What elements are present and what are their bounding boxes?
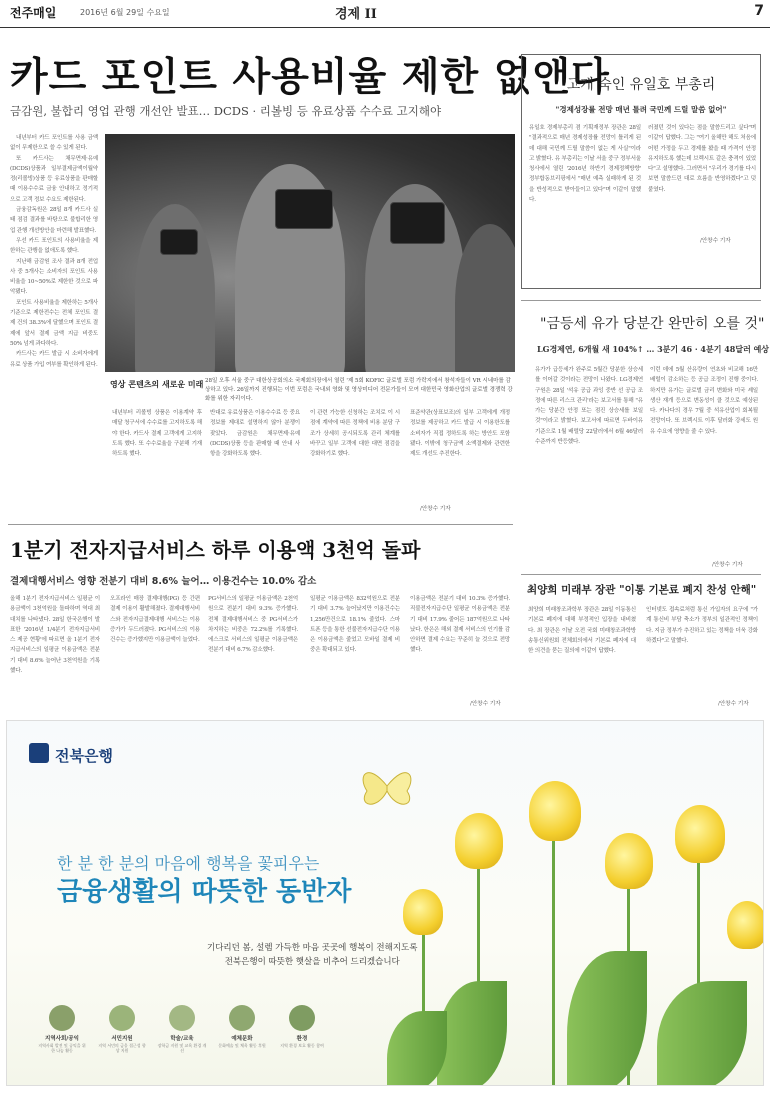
telecom-headline[interactable]: 최양희 미래부 장관 "이통 기본료 폐지 찬성 안해" [527, 584, 757, 596]
lead-column-2: 내년부터 리볼빙 상품은 이용계약 후 매달 청구서에 수수료를 고지하도록 해야 한다. 카드사 결제 고객에게 고지하도록 했다. 또 수수료율을 구분해 기재하도록 했다. [112, 410, 202, 458]
side-box-headline[interactable]: 고개 숙인 유일호 부총리 [566, 77, 716, 93]
tulip-image [455, 813, 503, 869]
section-name: 경제 II [335, 7, 377, 22]
oil-subhead: LG경제연, 6개월 새 104%↑ … 3분기 46 · 4분기 48달러 예상 [537, 344, 770, 354]
ad-body-line: 전북은행이 따뜻한 햇살을 비추어 드리겠습니다 [224, 957, 400, 967]
payment-byline: /안창수 기자 [470, 701, 501, 707]
lead-byline: /안창수 기자 [420, 506, 451, 512]
payment-column-1: 올해 1분기 전자지급서비스 일평균 이용금액이 3천억원을 돌파하며 역대 최대치를 나타냈다. 28일 한국은행이 발표한 '2016년 1/4분기 전자지급서비스 제공 현황'에 따르면 올 1분기 전자지급서비스의 일평균 이용금액은 전분기 대비 8.6% 늘어난 3천억원을 기록했다. [10, 596, 100, 675]
payment-column-4: 일평균 이용금액은 832억원으로 전분기 대비 3.7% 늘어났지만 이용건수는 1,256만건으로 18.1% 줄었다. 스마트폰 등을 통한 선불전자지급수단 이용은 이용금액은 줄었고 모바일 결제 비중은 확대되고 있다. [310, 596, 400, 654]
lead-column-1 [10, 133, 98, 543]
oil-headline[interactable]: "금등세 유가 당분간 완만히 오를 것" [540, 316, 765, 332]
paragraph: 금융감독원은 28일 8개 카드사 실태 점검 결과를 바탕으로 불합리한 영업 관행 개선방안을 마련해 발표했다. [10, 207, 98, 234]
payment-headline[interactable]: 1분기 전자지급서비스 하루 이용액 3천억 돌파 [10, 538, 421, 562]
ad-body-copy [207, 941, 417, 969]
csr-environment-icon: 환경 지역 환경 보호 활동 참여 [277, 1005, 327, 1048]
oil-byline: /안창수 기자 [712, 562, 743, 568]
butterfly-icon [357, 761, 417, 811]
paragraph: 내년부터 카드 포인트를 사용 금액 없이 무제한으로 쓸 수 있게 된다. [10, 135, 98, 152]
lead-subhead: 금감원, 불합리 영업 관행 개선안 발표… DCDS · 리볼빙 등 유료상품 수수료 고지해야 [10, 104, 442, 118]
bank-logo-text: 전북은행 [55, 747, 113, 765]
oil-column-1: 유가가 급등세가 완주로 5월간 당분한 상승세를 이어갈 것이라는 전망이 나왔다. LG경제연구원은 28일 '석유 공급 과잉 중반 선 공급 조정에 따른 리스크 관리'라는 보고서를 통해 "유가는 당분간 안정 또는 점진 상승세를 보일 것"이라고 밝혔다. 보고서에 따르면 두바이유 기준으로 1월 배럴당 22달러에서 6월 46달러 수준까지 반등했다. [535, 367, 643, 446]
oil-column-2: 이런 데에 5월 산유량이 연초와 비교해 16만 배럴이 감소하는 등 공급 조정이 진행 중이다. 하지만 유가는 글로벌 금리 변화와 미국 셰일 생산 재개 등으로 변동성이 클 것으로 예상된다. 카나다의 경우 7월 중 석유산업이 회복될 전망이다. 또 브렉시트 이후 달러화 강세도 원유 수요에 영향을 줄 수 있다. [650, 367, 758, 435]
tulip-image [675, 805, 725, 863]
side-box-column-1: 유일호 경제부총리 겸 기획재정부 장관은 28일 "결과적으로 매년 경제성장률 전망이 틀리게 된 데 대해 국민께 드릴 말씀이 없는 게 사실"이라고 밝혔다. 유 부총리는 이날 서울 중구 정부서울청사에서 열린 '2016년 하반기 경제정책방향' 정부합동브리핑에서 "매년 예측 실패하게 된 것을 반성적으로 받아들이고 있다"며 이같이 말했다. [529, 125, 641, 204]
paragraph: 포인트 사용비율을 제한하는 5개사 기준으로 제한전수는 전체 포인트 결제 건의 38.3%에 달했으며 포인트 결제에 앞서 결제 금액 지급 비중도 50% 넘게 과다하다. [10, 299, 98, 347]
bank-logo-icon [29, 743, 49, 763]
paragraph: 카드사는 카드 발급 시 소비자에게 유료 상품 가입 여부를 확인하게 된다. [10, 351, 98, 368]
lead-column-4: 이 관련 가능한 신청하는 조치로 이 시점에 계약에 따른 정책에 비용 분담 구조가 상세히 공시되도록 관리 체계를 바꾸고 일부 고객에 대한 대면 점검을 강화하기로 했다. [310, 410, 400, 458]
csr-culture-icon: 예체문화 문화예술 및 체육 활동 후원 [217, 1005, 267, 1048]
tulip-image [605, 833, 653, 889]
paragraph: 우선 카드 포인트의 사용비율을 제한하는 관행을 없애도록 했다. [10, 237, 98, 255]
tulip-image [403, 889, 443, 935]
payment-column-2: 오프라인 매장 결제대행(PG) 등 간편결제 이용이 활발해졌다. 결제대행서비스와 전자지급결제대행 서비스는 이용 증가가 두드러졌다. PG서비스의 이용건수는 증가했지만 이용금액이 늘었다. [110, 596, 200, 644]
paper-name[interactable]: 전주매일 [10, 6, 57, 20]
divider [8, 524, 513, 525]
lead-column-3: 반대로 유료상품은 이용수수료 등 중요 정보를 제대로 설명하지 않아 분쟁이 잦았다. 금감원은 채무면제·유예(DCDS)상품 등을 판매할 때 안내 사항을 강화하도록 했다. [210, 410, 300, 458]
csr-education-icon: 학술/교육 장학금 지원 및 교육 환경 개선 [157, 1005, 207, 1053]
telecom-byline: /안창수 기자 [718, 701, 749, 707]
photo-caption-title: 영상 콘텐츠의 새로운 미래 [110, 380, 204, 389]
tulip-image [727, 901, 764, 949]
telecom-column-2: 인터넷도 접속료처럼 통신 가입자의 요구에 "가계 통신비 부담 축소가 정부의 일관적인 정책이다. 지금 정부가 추진하고 있는 정책을 더욱 강화하겠다"고 말했다. [646, 607, 758, 644]
telecom-column-1: 최양희 미래창조과학부 장관은 28일 이동통신 기본료 폐지에 대해 부정적인 입장을 내비쳤다. 최 장관은 이날 오전 국회 미래창조과학방송통신위원회 전체회의에서 기본료 폐지에 대한 의견을 묻는 질의에 이같이 답했다. [528, 607, 636, 655]
side-box-quote: "경제성장률 전망 매년 틀려 국민께 드릴 말씀 없어" [555, 105, 727, 114]
ad-tagline-1: 한 분 한 분의 마음에 행복을 꽃피우는 [57, 854, 320, 873]
side-box-column-2: 러졌던 것이 있다는 점을 말씀드리고 싶다"며 이같이 답했다. 그는 "여기 올해만 해도 처음에 어떤 가정을 두고 경제를 봤을 때 가격이 안정 유지하도록 했는데 브렉시트 같은 충격이 있었다"고 설명했다. 그러면서 "우리가 경기를 다시 보면 말씀드린 대로 흐름을 반영하겠다"고 덧붙였다. [648, 125, 756, 193]
ad-tagline-2: 금융생활의 따뜻한 동반자 [57, 877, 352, 907]
ad-body-line: 기다리던 봄, 설렘 가득한 마음 곳곳에 행복이 전해지도록 [207, 943, 418, 953]
lead-column-5: 표준약관(상표보조)의 일부 고객에게 개정 정보를 제공하고 카드 발급 시 이용한도를 소비자가 직접 정하도록 하는 방안도 포함됐다. 이밖에 청구금액 소액결제와 관련한 제도 개선도 추진한다. [410, 410, 510, 458]
csr-community-icon: 지역사회/공익 지역사회 발전 및 공익을 위한 나눔 활동 [37, 1005, 87, 1053]
lead-headline[interactable]: 카드 포인트 사용비율 제한 없앤다 [10, 55, 610, 100]
divider [521, 300, 761, 301]
bank-advertisement[interactable] [6, 720, 764, 1086]
tulip-image [529, 781, 581, 841]
paragraph: 또 카드사는 채무면제·유예(DCDS)상품과 일부결제금액이월약정(리볼빙)상품 등 유료상품을 판매할 때 이용수수료 금융 안내하고 정기적으로 고객 정보 수요도 제한된다. [10, 155, 98, 203]
news-photo[interactable] [105, 134, 515, 372]
payment-column-3: PG서비스의 일평균 이용금액은 2천억원으로 전분기 대비 9.3% 증가했다. 전체 결제대행서비스 중 PG서비스가 차지하는 비중은 72.2%를 기록했다. 에스크로 서비스의 일평균 이용금액은 전분기 대비 6.7% 감소했다. [208, 596, 298, 654]
csr-support-icon: 서민지원 지역 서민의 금융 접근성 향상 지원 [97, 1005, 147, 1053]
photo-caption-text: 28일 오후 서울 중구 대한상공회의소 국제회의장에서 열린 '제 5회 KOFIC 글로벌 포럼 가락지에서 참석자들이 VR 시네마를 감상하고 있다. 26일까지 진행되는 이번 포럼은 국내외 영화 및 영상미디어 전문가들이 모여 대한민국 영화산업의 글로벌 경쟁력 강화를 위한 자리이다. [205, 378, 513, 402]
side-box-byline: /안창수 기자 [700, 238, 731, 244]
issue-date: 2016년 6월 29일 수요일 [80, 8, 170, 17]
paragraph: 지난해 금감원 조사 결과 8개 전업사 중 5개사는 소비자의 포인트 사용비율을 10~50%로 제한한 것으로 파악됐다. [10, 258, 98, 296]
page-number: 7 [754, 3, 764, 19]
payment-subhead: 결제대행서비스 영향 전분기 대비 8.6% 늘어… 이용건수는 10.0% 감소 [10, 576, 317, 587]
divider [521, 574, 761, 575]
payment-column-5: 이용금액은 전분기 대비 10.3% 증가했다. 직불전자지급수단 일평균 이용금액은 전분기 대비 17.9% 줄어든 187억원으로 나타났다. 한은은 해외 결제 서비스의 인기를 감안하면 결제 수요는 꾸준히 늘 것으로 전망했다. [410, 596, 510, 654]
